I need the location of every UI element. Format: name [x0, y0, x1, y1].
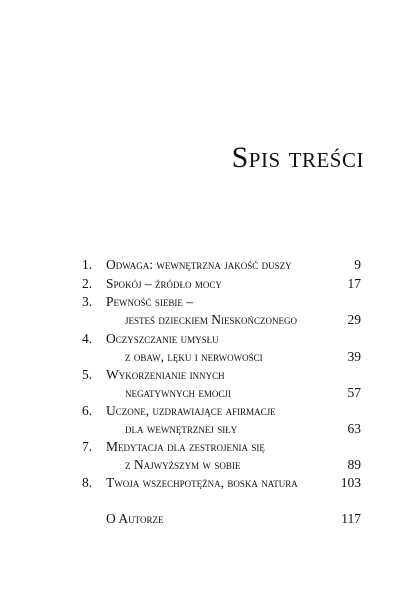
entry-title: Spokój – źródło mocy — [106, 276, 222, 291]
entry-title: Oczyszczanie umysłu — [106, 331, 219, 346]
entry-page: 39 — [347, 349, 361, 364]
toc-entry-4-cont[interactable] — [0, 348, 416, 366]
entry-page: 17 — [347, 276, 361, 291]
toc-entry-5[interactable] — [0, 366, 416, 384]
toc-entry-5-cont[interactable] — [0, 384, 416, 402]
entry-title-continued: jesteś dzieckiem Nieskończonego — [125, 312, 297, 327]
entry-number: 7. — [82, 439, 93, 454]
entry-number: 5. — [82, 367, 93, 382]
entry-page: 57 — [347, 385, 361, 400]
toc-entry-1[interactable] — [0, 256, 416, 274]
toc-entry-3-cont[interactable] — [0, 311, 416, 329]
entry-page: 29 — [347, 312, 361, 327]
entry-title-continued: z obaw, lęku i nerwowości — [125, 349, 263, 364]
about-page: 117 — [341, 511, 361, 526]
toc-entry-8[interactable] — [0, 474, 416, 492]
toc-entry-7[interactable] — [0, 438, 416, 456]
entry-title: Wykorzenianie innych — [106, 367, 225, 382]
entry-number: 6. — [82, 403, 93, 418]
entry-title: Pewność siebie – — [106, 294, 194, 309]
entry-page: 103 — [340, 475, 361, 490]
entry-number: 4. — [82, 331, 93, 346]
entry-number: 3. — [82, 294, 93, 309]
toc-entry-6[interactable] — [0, 402, 416, 420]
toc-entry-3[interactable] — [0, 293, 416, 311]
entry-title-continued: dla wewnętrznej siły — [125, 421, 238, 436]
toc-entry-6-cont[interactable] — [0, 420, 416, 438]
toc-entry-4[interactable] — [0, 330, 416, 348]
entry-number: 8. — [82, 475, 93, 490]
entry-title: Medytacja dla zestrojenia się — [106, 439, 265, 454]
toc-entry-7-cont[interactable] — [0, 456, 416, 474]
entry-title-continued: z Najwyższym w sobie — [125, 457, 241, 472]
entry-title: Odwaga: wewnętrzna jakość duszy — [106, 257, 292, 272]
entry-number: 2. — [82, 276, 93, 291]
toc-entry-about[interactable] — [0, 510, 416, 528]
entry-page: 89 — [347, 457, 361, 472]
entry-number: 1. — [82, 257, 93, 272]
entry-title: Twoja wszechpotężna, boska natura — [106, 475, 298, 490]
about-title: O Autorze — [106, 511, 164, 526]
page-title: Spis treści — [231, 141, 364, 174]
entry-page: 9 — [354, 257, 361, 272]
entry-title-continued: negatywnych emocji — [125, 385, 231, 400]
toc-entry-2[interactable] — [0, 275, 416, 293]
entry-page: 63 — [347, 421, 361, 436]
entry-title: Uczone, uzdrawiające afirmacje — [106, 403, 276, 418]
